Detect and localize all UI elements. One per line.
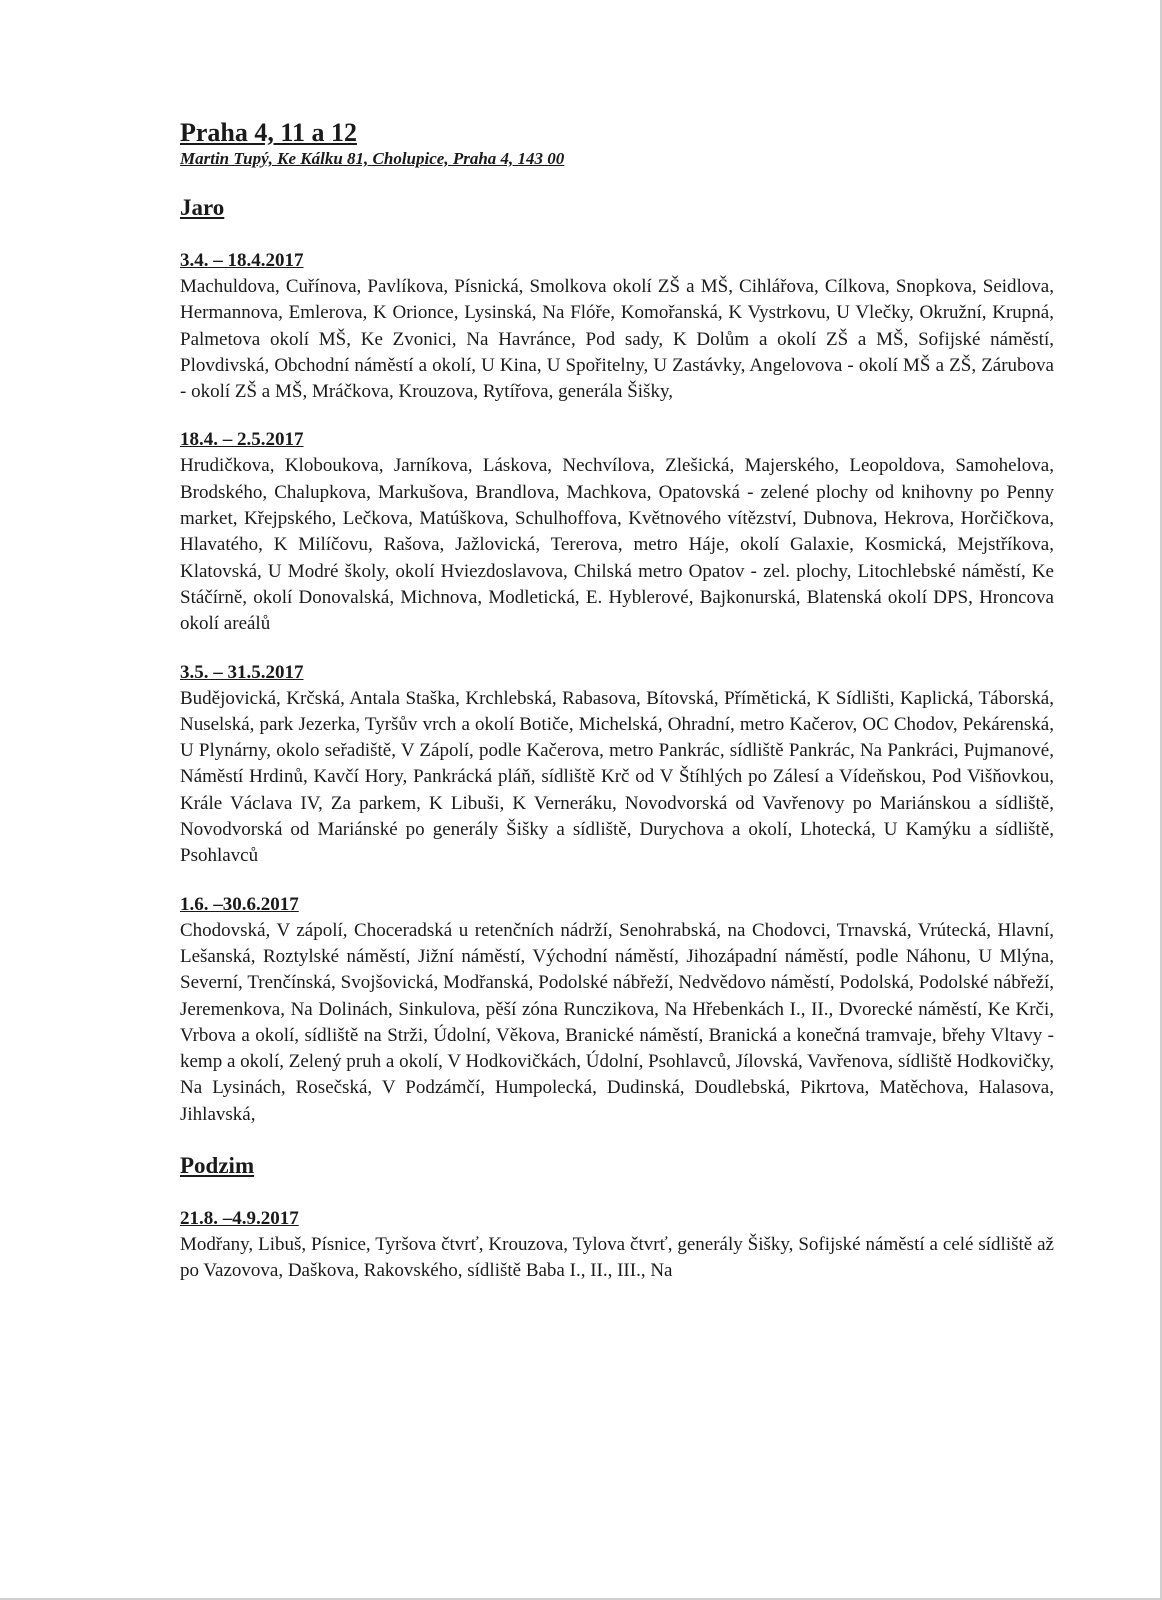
period-streets: Budějovická, Krčská, Antala Staška, Krchlebská, Rabasova, Bítovská, Přímětická, K Sídlišti, Kaplická, Táborská, Nuselská, park Jezerka, Tyršův vrch a okolí Botiče, Michelská, Ohradní, metro Kačerov, OC Chodov, Pekárenská, U Plynárny, okolo seřadiště, V Zápolí, podle Kačerova, metro Pankrác, sídliště Pankrác, Na Pankráci, Pujmanové, Náměstí Hrdinů, Kavčí Hory, Pankrácká pláň, sídliště Krč od V Štíhlých po Zálesí a Vídeňskou, Pod Višňovkou, Krále Václava IV, Za parkem, K Libuši, K Verneráku, Novodvorská od Vavřenovy po Mariánskou a sídliště, Novodvorská od Mariánské po generály Šišky a sídliště, Durychova a okolí, Lhotecká, U Kamýku a sídliště, Psohlavců (180, 687, 1054, 867)
period-date: 21.8. –4.9.2017 (180, 1208, 299, 1230)
period-block (180, 248, 1054, 405)
period-streets: Machuldova, Cuřínova, Pavlíkova, Písnická, Smolkova okolí ZŠ a MŠ, Cihlářova, Cílkova, Snopkova, Seidlova, Hermannova, Emlerova, K Orionce, Lysinská, Na Flóře, Komořanská, K Vystrkovu, U Vlečky, Okružní, Krupná, Palmetova okolí MŠ, Ke Zvonici, Na Havránce, Pod sady, K Dolům a okolí ZŠ a MŠ, Sofijské náměstí, Plovdivská, Obchodní náměstí a okolí, U Kina, U Spořitelny, U Zastávky, Angelovova - okolí MŠ a ZŠ, Zárubova - okolí ZŠ a MŠ, Mráčkova, Krouzova, Rytířova, generála Šišky, (180, 276, 1054, 403)
period-date: 1.6. –30.6.2017 (180, 893, 299, 915)
period-streets: Hrudičkova, Kloboukova, Jarníkova, Láskova, Nechvílova, Zlešická, Majerského, Leopoldova, Samohelova, Brodského, Chalupkova, Markušova, Brandlova, Machkova, Opatovská - zelené plochy od knihovny po Penny market, Křejpského, Lečkova, Matúškova, Schulhoffova, Květnového vítězství, Dubnova, Hekrova, Horčičkova, Hlavatého, K Milíčovu, Rašova, Jažlovická, Tererova, metro Háje, okolí Galaxie, Kosmická, Mejstříkova, Klatovská, U Modré školy, okolí Hviezdoslavova, Chilská metro Opatov - zel. plochy, Litochlebské náměstí, Ke Stáčírně, okolí Donovalská, Michnova, Modletická, E. Hyblerové, Bajkonurská, Blatenská okolí DPS, Hroncova okolí areálů (180, 455, 1054, 635)
contact-address: Martin Tupý, Ke Kálku 81, Cholupice, Praha 4, 143 00 (180, 149, 565, 168)
season-heading-jaro: Jaro (180, 195, 225, 220)
season-heading-podzim: Podzim (180, 1153, 255, 1179)
period-streets: Modřany, Libuš, Písnice, Tyršova čtvrť, Krouzova, Tylova čtvrť, generály Šišky, Sofijské náměstí a celé sídliště až po Vazovova, Daškova, Rakovského, sídliště Baba I., II., III., Na (180, 1234, 1054, 1282)
period-date: 3.4. – 18.4.2017 (180, 250, 304, 271)
period-block (180, 1206, 1054, 1285)
period-block (180, 660, 1054, 870)
period-date: 18.4. – 2.5.2017 (180, 429, 304, 451)
period-streets: Chodovská, V zápolí, Choceradská u retenčních nádrží, Senohrabská, na Chodovci, Trnavská, Vrútecká, Hlavní, Lešanská, Roztylské náměstí, Jižní náměstí, Východní náměstí, Jihozápadní náměstí, podle Náhonu, U Mlýna, Severní, Trenčínská, Svojšovická, Modřanská, Podolské nábřeží, Nedvědovo náměstí, Podolská, Podolské nábřeží, Jeremenkova, Na Dolinách, Sinkulova, pěší zóna Runczikova, Na Hřebenkách I., II., Dvorecké náměstí, Ke Krči, Vrbova a okolí, sídliště na Strži, Údolní, Věkova, Branické náměstí, Branická a konečná tramvaje, břehy Vltavy - kemp a okolí, Zelený pruh a okolí, V Hodkovičkách, Údolní, Psohlavců, Jílovská, Vavřenova, sídliště Hodkovičky, Na Lysinách, Rosečská, V Podzámčí, Humpolecká, Dudinská, Doudlebská, Pikrtova, Matěchova, Halasova, Jihlavská, (180, 919, 1054, 1125)
period-block (180, 892, 1054, 1128)
document-page (180, 118, 1054, 1285)
period-date: 3.5. – 31.5.2017 (180, 661, 304, 683)
document-title: Praha 4, 11 a 12 (180, 118, 357, 147)
period-block (180, 427, 1054, 637)
